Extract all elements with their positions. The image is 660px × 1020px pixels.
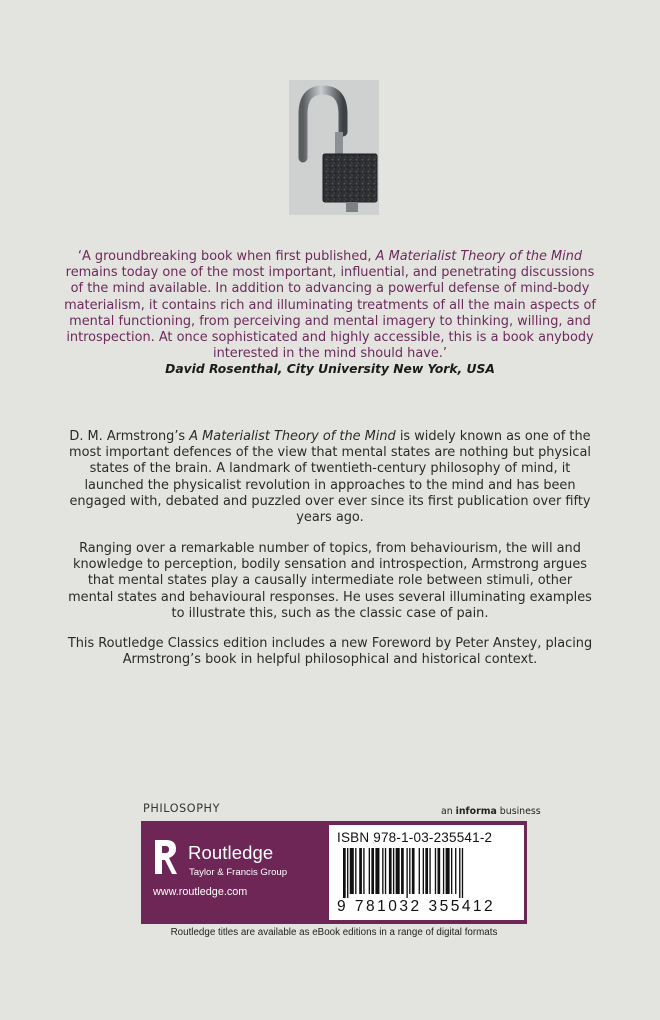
barcode-bar [355, 848, 356, 894]
informa-prefix: an [441, 806, 453, 817]
endorsement-quote [60, 249, 600, 362]
endorsement-attribution: David Rosenthal, City University New York, USA [165, 362, 495, 376]
barcode-bar [429, 848, 430, 894]
description-paragraph-2: Ranging over a remarkable number of topics, from behaviourism, the will and knowledge to perception, bodily sensation and introspection, Armstrong argues that mental states play a causally intermediate role between stimuli, other mental states and behavioural responses. He uses several illuminating examples to illustrate this, such as the classic case of pain. [68, 541, 592, 621]
ebook-availability-note: Routledge titles are available as eBook editions in a range of digital formats [170, 927, 498, 938]
barcode-bar [350, 848, 354, 894]
padlock-icon [289, 80, 379, 215]
informa-bold: informa [455, 806, 497, 817]
barcode-digits: 9 781032 355412 [337, 898, 496, 915]
informa-suffix: business [499, 806, 541, 817]
barcode-panel [329, 825, 524, 920]
barcode-bar [382, 848, 383, 894]
publisher-name: Routledge [188, 842, 274, 863]
quote-book-title: A Materialist Theory of the Mind [375, 249, 583, 264]
barcode-bar [438, 848, 441, 894]
barcode-bar [435, 848, 436, 894]
barcode-bar [423, 848, 424, 894]
barcode-bar [401, 848, 404, 894]
barcode-bar [459, 848, 460, 898]
barcode-bar [451, 848, 452, 894]
barcode-bar [409, 848, 410, 894]
barcode-bar [385, 848, 386, 894]
barcode-bar [425, 848, 428, 894]
description-paragraph-1 [66, 429, 594, 526]
barcode-bar [371, 848, 374, 894]
desc-text-rest: is widely known as one of the most important defences of the view that mental states are nothing but physical states of the brain. A landmark of twentieth-century philosophy of mind, it launched the physicalist revolution in approaches to the mind and has been engaged with, debated and puzzled over ever since its first publication over fifty years ago. [69, 429, 591, 526]
informa-business-label [441, 806, 541, 817]
barcode-bar [443, 848, 444, 894]
barcode-bar [419, 848, 420, 894]
quote-text-start: ‘A groundbreaking book when first published, [77, 249, 372, 264]
barcode-bar [462, 848, 463, 898]
desc-text-start: D. M. Armstrong’s [69, 429, 186, 444]
barcode-bar [389, 848, 392, 894]
publisher-group: Taylor & Francis Group [189, 867, 288, 878]
barcode-bar [343, 848, 346, 898]
barcode-bar [359, 848, 362, 894]
publisher-url[interactable]: www.routledge.com [153, 886, 248, 898]
barcode-bar [347, 848, 348, 898]
description-paragraph-3: This Routledge Classics edition includes a new Foreword by Peter Anstey, placing Armstrong’s book in helpful philosophical and historical context. [67, 636, 593, 668]
isbn-label: ISBN 978-1-03-235541-2 [337, 830, 493, 845]
barcode-bar [406, 848, 407, 898]
barcode-bar [375, 848, 379, 894]
barcode-bar [369, 848, 370, 894]
barcode-bar [396, 848, 400, 894]
subject-category: PHILOSOPHY [143, 802, 220, 815]
barcode-bar [393, 848, 394, 894]
barcode-bar [412, 848, 415, 894]
barcode-bar [446, 848, 450, 894]
cover-photo-padlock [289, 80, 379, 215]
quote-text-rest: remains today one of the most important, influential, and penetrating discussions of the mind available. In addition to advancing a powerful defense of mind-body materialism, it contains rich and illuminating treatments of all the main aspects of mental functioning, from perceiving and mental imagery to thinking, willing, and introspection. At once sophisticated and highly accessible, this is a book anybody interested in the mind should have.’ [64, 265, 596, 362]
desc-book-title: A Materialist Theory of the Mind [189, 429, 396, 444]
barcode-icon [343, 848, 513, 898]
barcode-bar [455, 848, 456, 894]
routledge-logo-icon [152, 837, 178, 877]
barcode-bar [363, 848, 364, 894]
